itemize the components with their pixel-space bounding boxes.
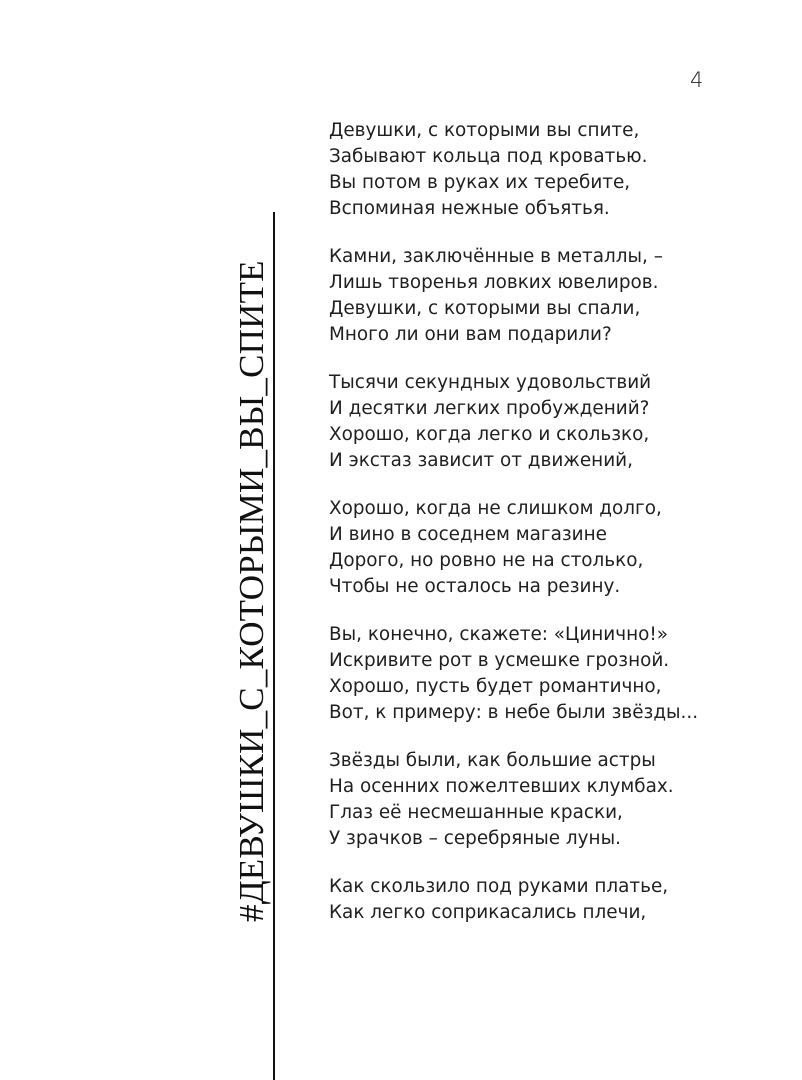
poem-line: У зрачков – серебряные луны. — [329, 828, 621, 849]
page-number: 4 — [690, 68, 704, 92]
poem-line: Камни, заключённые в металлы, – — [329, 246, 663, 267]
vertical-title-container — [232, 212, 272, 922]
poem-line: Искривите рот в усмешке грозной. — [329, 650, 670, 671]
stanza — [329, 496, 789, 600]
stanza — [329, 748, 789, 852]
stanza — [329, 118, 789, 222]
poem-line: Тысячи секундных удовольствий — [329, 372, 652, 393]
poem-line: И десятки легких пробуждений? — [329, 398, 650, 419]
poem-body — [329, 118, 789, 948]
poem-line: Хорошо, когда легко и скользко, — [329, 424, 650, 445]
poem-line: Вспоминая нежные объятья. — [329, 198, 610, 219]
poem-line: Чтобы не осталось на резину. — [329, 576, 621, 597]
poem-line: Вы, конечно, скажете: «Цинично!» — [329, 624, 669, 645]
stanza — [329, 874, 789, 926]
poem-line: Дорого, но ровно не на столько, — [329, 550, 644, 571]
poem-line: Звёзды были, как большие астры — [329, 750, 656, 771]
poem-line: Глаз её несмешанные краски, — [329, 802, 623, 823]
poem-line: Как скользило под руками платье, — [329, 876, 669, 897]
poem-line: На осенних пожелтевших клумбах. — [329, 776, 674, 797]
poem-line: Хорошо, пусть будет романтично, — [329, 676, 662, 697]
poem-line: И экстаз зависит от движений, — [329, 450, 633, 471]
stanza — [329, 370, 789, 474]
poem-line: Как легко соприкасались плечи, — [329, 902, 647, 923]
poem-line: Много ли они вам подарили? — [329, 324, 612, 345]
stanza — [329, 622, 789, 726]
poem-line: Девушки, с которыми вы спали, — [329, 298, 641, 319]
stanza — [329, 244, 789, 348]
poem-line: Вы потом в руках их теребите, — [329, 172, 631, 193]
poem-line: Лишь творенья ловких ювелиров. — [329, 272, 659, 293]
poem-line: Забывают кольца под кроватью. — [329, 146, 648, 167]
vertical-divider — [273, 212, 275, 1080]
poem-line: Девушки, с которыми вы спите, — [329, 120, 640, 141]
poem-line: И вино в соседнем магазине — [329, 524, 607, 545]
poem-line: Вот, к примеру: в небе были звёзды... — [329, 702, 699, 723]
poem-line: Хорошо, когда не слишком долго, — [329, 498, 662, 519]
vertical-title: #ДЕВУШКИ_С_КОТОРЫМИ_ВЫ_СПИТЕ — [232, 260, 271, 922]
